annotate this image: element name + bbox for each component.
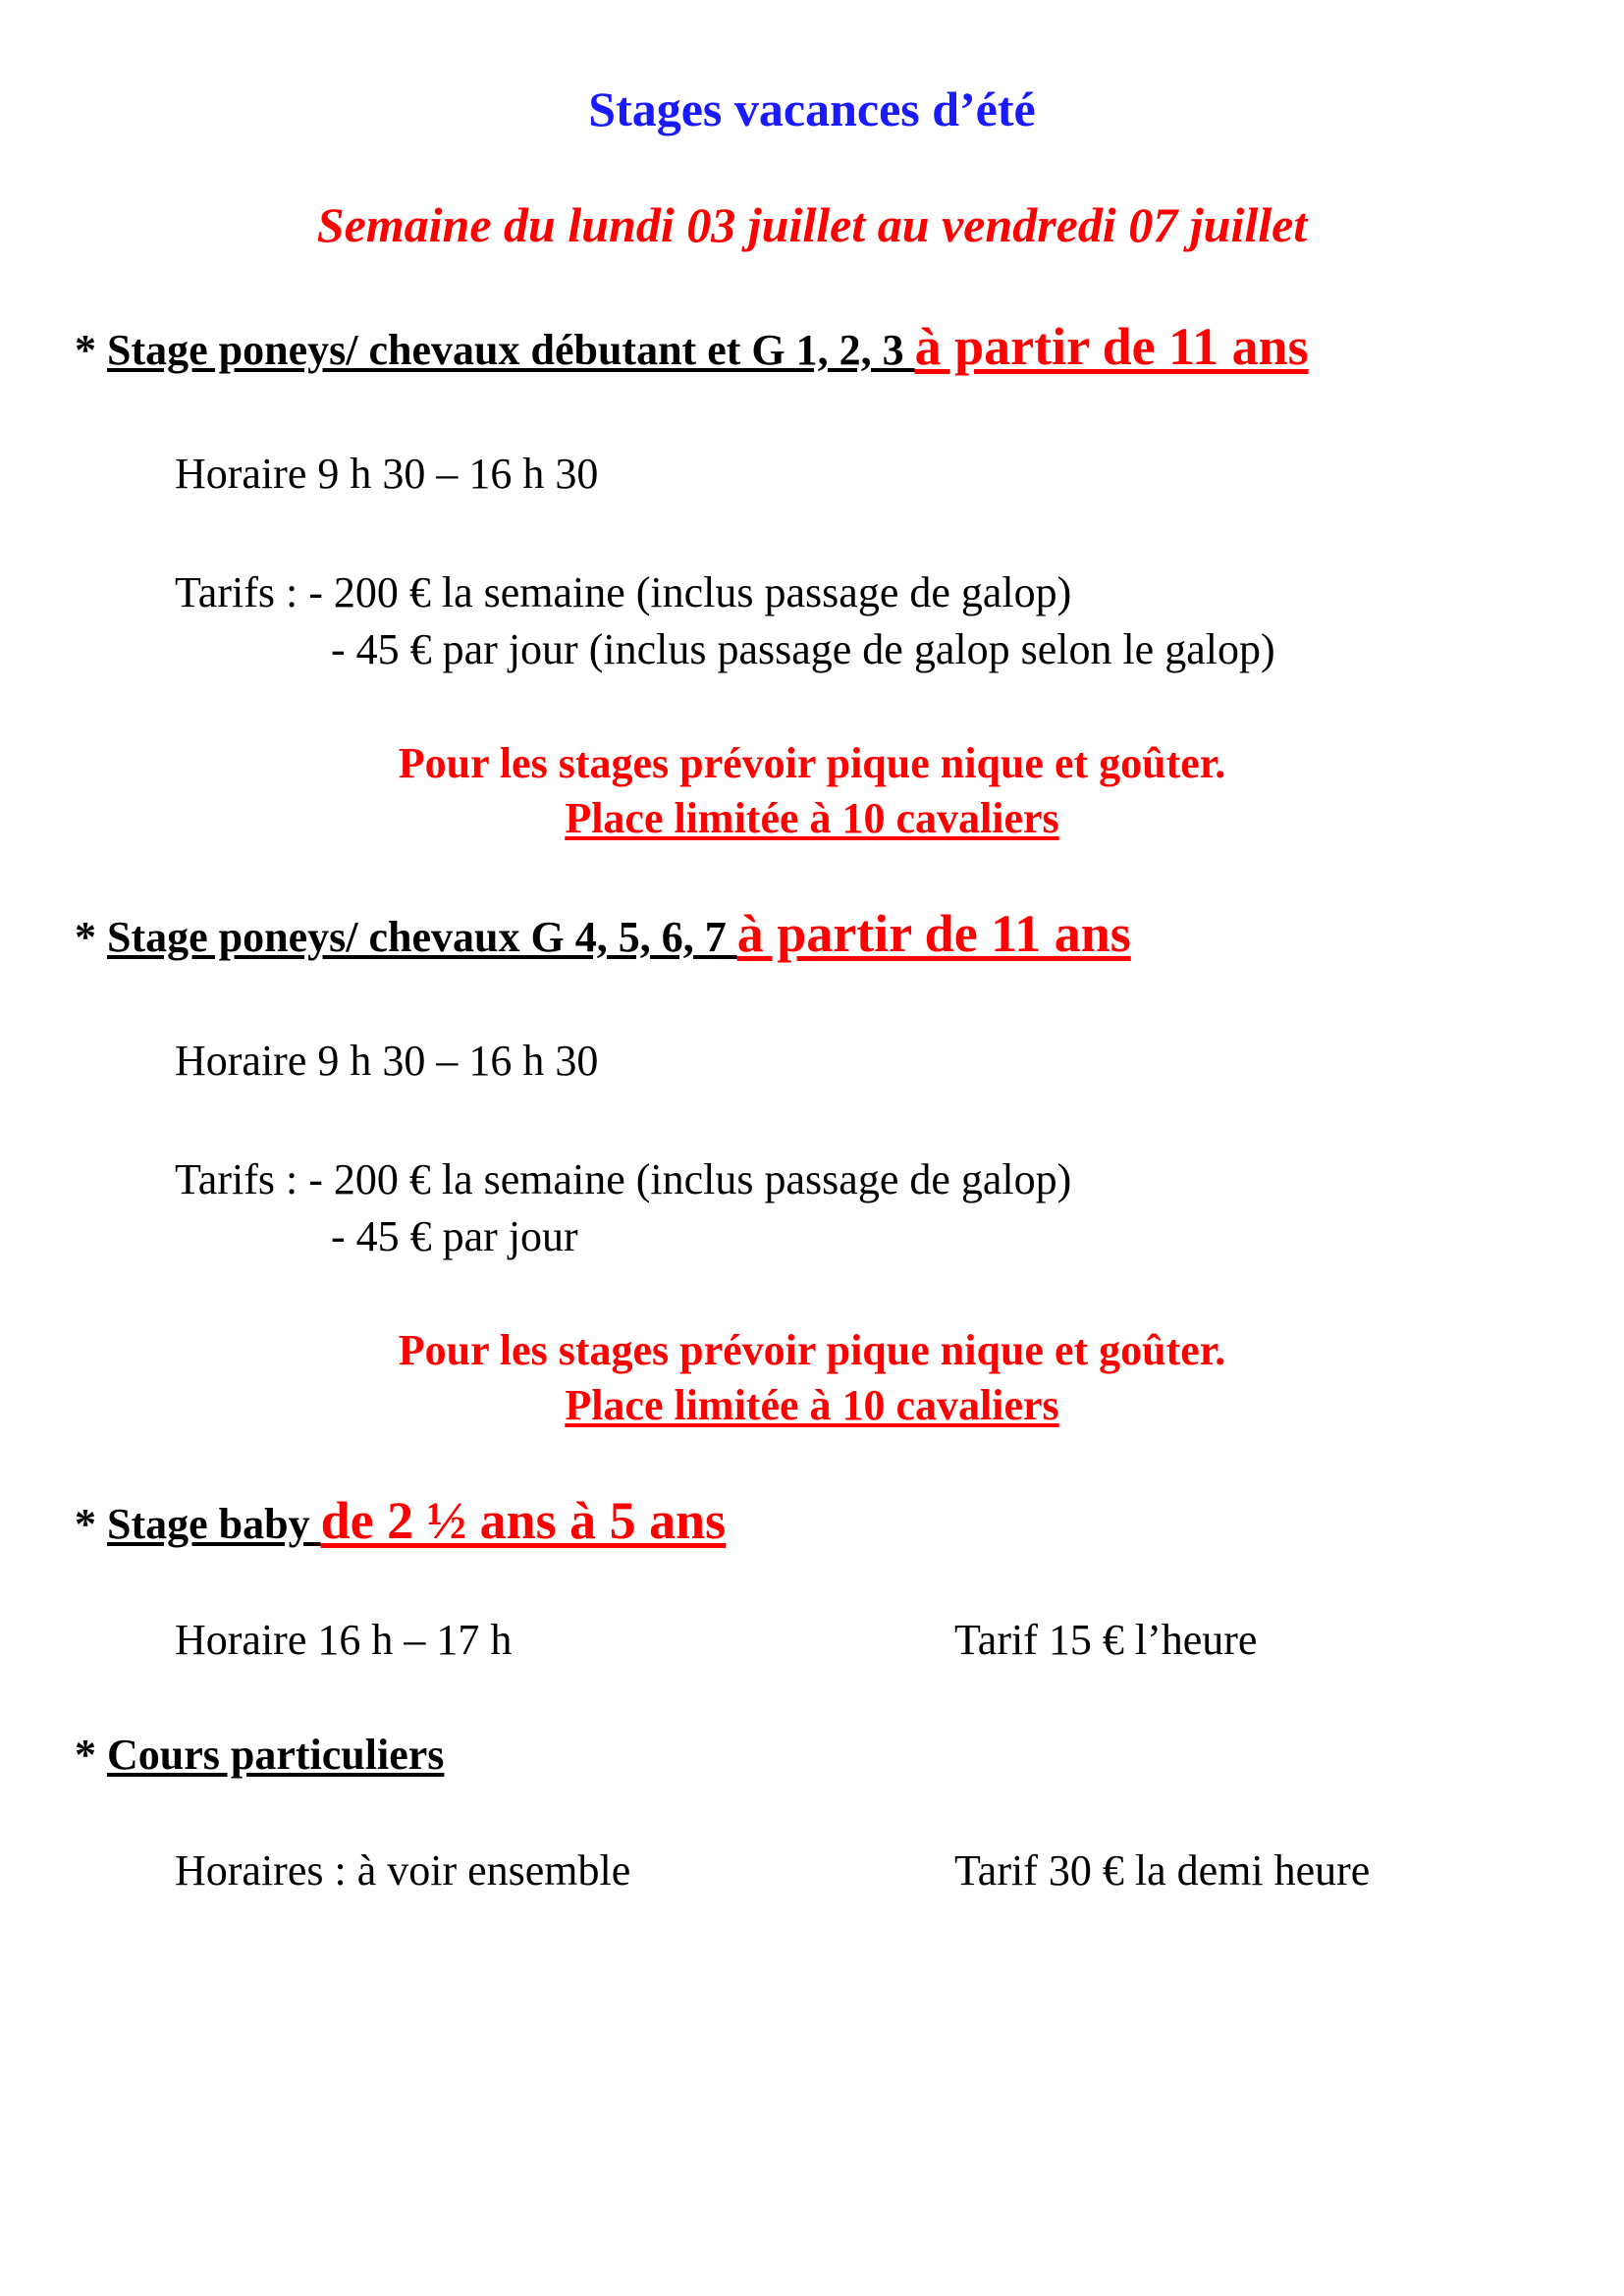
stage1-age: à partir de 11 ans [914,317,1309,376]
stage2-notice: Pour les stages prévoir pique nique et goûter. [398,1326,1226,1374]
stage2-title: Stage poneys/ chevaux G 4, 5, 6, 7 [107,913,737,961]
stage2-age: à partir de 11 ans [736,904,1131,963]
stage3-heading [75,1490,726,1551]
stage3-bullet: * [75,1500,107,1548]
stage1-capacity: Place limitée à 10 cavaliers [565,794,1059,842]
stage4-horaire: Horaires : à voir ensemble [175,1846,631,1895]
stage2-heading [75,903,1131,964]
page-subtitle: Semaine du lundi 03 juillet au vendredi 07 juillet [316,197,1308,252]
stage3-age: de 2 ½ ans à 5 ans [320,1491,727,1550]
stage3-horaire: Horaire 16 h – 17 h [175,1616,513,1664]
stage1-bullet: * [75,326,107,374]
stage1-horaire: Horaire 9 h 30 – 16 h 30 [175,450,599,498]
stage1-tarif-line2: - 45 € par jour (inclus passage de galop selon le galop) [331,625,1275,673]
stage4-tarif: Tarif 30 € la demi heure [954,1846,1371,1895]
stage2-capacity: Place limitée à 10 cavaliers [565,1381,1059,1429]
stage4-bullet: * [75,1731,107,1779]
stage4-heading [75,1730,444,1780]
stage2-horaire: Horaire 9 h 30 – 16 h 30 [175,1037,599,1085]
stage4-title: Cours particuliers [107,1731,445,1779]
stage1-tarif-line1: Tarifs : - 200 € la semaine (inclus passage de galop) [175,568,1072,616]
stage1-title: Stage poneys/ chevaux débutant et G 1, 2, 3 [107,326,915,374]
stage1-notice: Pour les stages prévoir pique nique et goûter. [398,739,1226,787]
stage2-bullet: * [75,913,107,961]
stage2-tarif-line2: - 45 € par jour [331,1212,578,1260]
stage3-title: Stage baby [107,1500,321,1548]
stage2-tarif-line1: Tarifs : - 200 € la semaine (inclus passage de galop) [175,1155,1072,1203]
stage1-heading [75,316,1309,377]
page-title: Stages vacances d’été [588,81,1036,136]
stage3-tarif: Tarif 15 € l’heure [954,1616,1258,1664]
